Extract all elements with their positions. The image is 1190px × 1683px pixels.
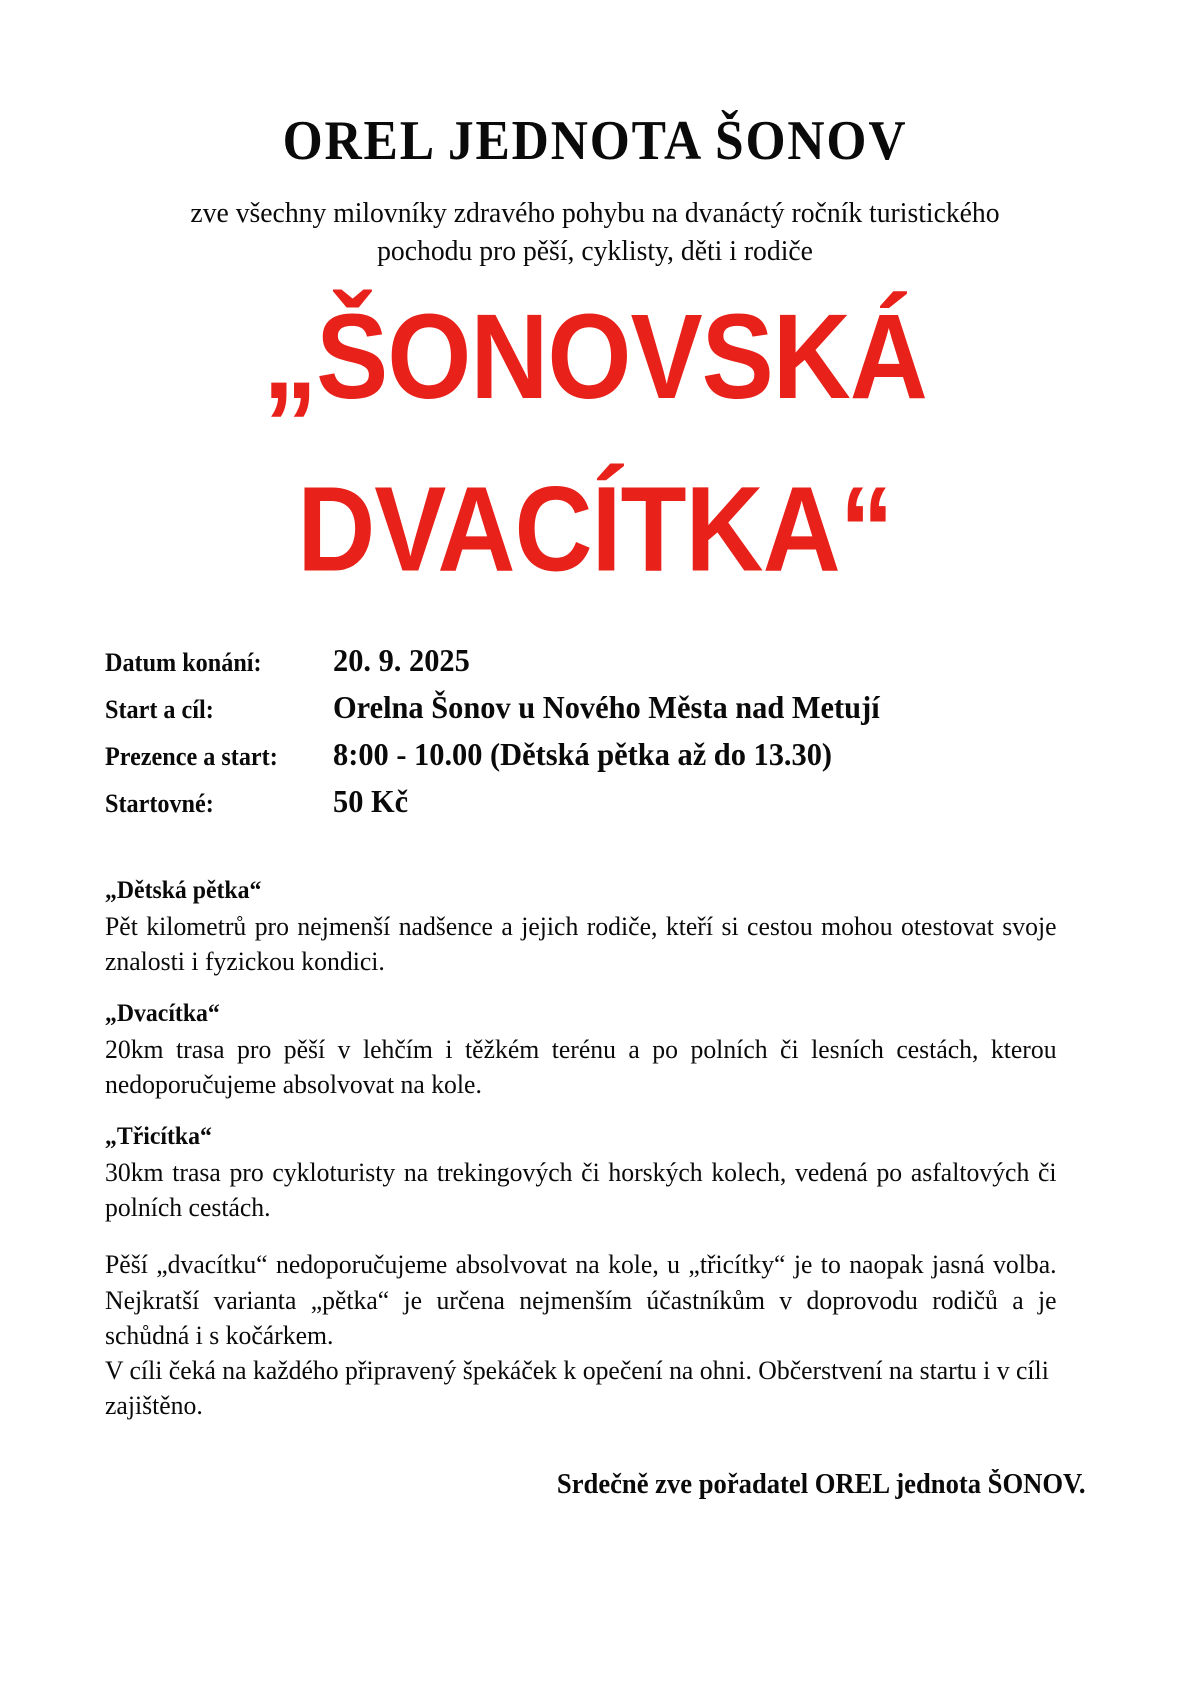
info-row-date	[105, 642, 1190, 679]
info-row-registration	[105, 736, 1190, 773]
info-value-startfinish: Orelna Šonov u Nového Města nad Metují	[333, 689, 880, 726]
invitation-line-1: zve všechny milovníky zdravého pohybu na dvanáctý ročník turistického	[190, 197, 1000, 229]
info-label-registration: Prezence a start:	[105, 742, 278, 772]
event-info-list	[0, 580, 1190, 820]
section-heading-dvacitka: „Dvacítka“	[105, 1000, 220, 1028]
event-title-line-2: DVACÍTKA“	[297, 462, 893, 598]
info-value-fee: 50 Kč	[333, 783, 409, 820]
section-text-dvacitka: 20km trasa pro pěší v lehčím i těžkém terénu a po polních či lesních cestách, kterou nedoporučujeme absolvovat na kole.	[105, 1033, 1057, 1100]
route-descriptions	[0, 830, 1190, 1423]
event-title-line-1: „ŠONOVSKÁ	[263, 289, 927, 425]
section-text-tricitka: 30km trasa pro cykloturisty na trekingových či horských kolech, vedená po asfaltových či polních cestách.	[105, 1156, 1057, 1223]
organization-title: OREL JEDNOTA ŠONOV	[282, 110, 908, 172]
info-row-fee	[105, 783, 1190, 820]
section-heading-detska-petka: „Dětská pětka“	[105, 877, 262, 905]
section-heading-tricitka: „Třicítka“	[105, 1123, 212, 1151]
invitation-text	[18, 171, 1172, 271]
info-label-fee: Startovné:	[105, 789, 214, 819]
closing-line: Srdečně zve pořadatel OREL jednota ŠONOV.	[556, 1469, 1086, 1501]
invitation-line-2: pochodu pro pěší, cyklisty, děti i rodiče	[377, 235, 813, 267]
info-value-registration: 8:00 - 10.00 (Dětská pětka až do 13.30)	[333, 736, 833, 773]
note-paragraph-1: Pěší „dvacítku“ nedoporučujeme absolvovat na kole, u „třicítky“ je to naopak jasná volba. Nejkratší varianta „pětka“ je určena nejmenším účastníkům v doprovodu rodičů a je schůdná i s kočárkem.	[105, 1249, 1057, 1350]
section-text-detska-petka: Pět kilometrů pro nejmenší nadšence a jejich rodiče, kteří si cestou mohou otestovat svoje znalosti i fyzickou kondici.	[105, 910, 1057, 977]
info-row-startfinish	[105, 689, 1190, 726]
note-paragraph-2: V cíli čeká na každého připravený špekáček k opečení na ohni. Občerstvení na startu i v cíli zajištěno.	[105, 1355, 1049, 1421]
info-value-date: 20. 9. 2025	[333, 642, 470, 679]
event-title	[0, 271, 1190, 598]
info-label-startfinish: Start a cíl:	[105, 695, 214, 725]
info-label-date: Datum konání:	[105, 648, 262, 678]
